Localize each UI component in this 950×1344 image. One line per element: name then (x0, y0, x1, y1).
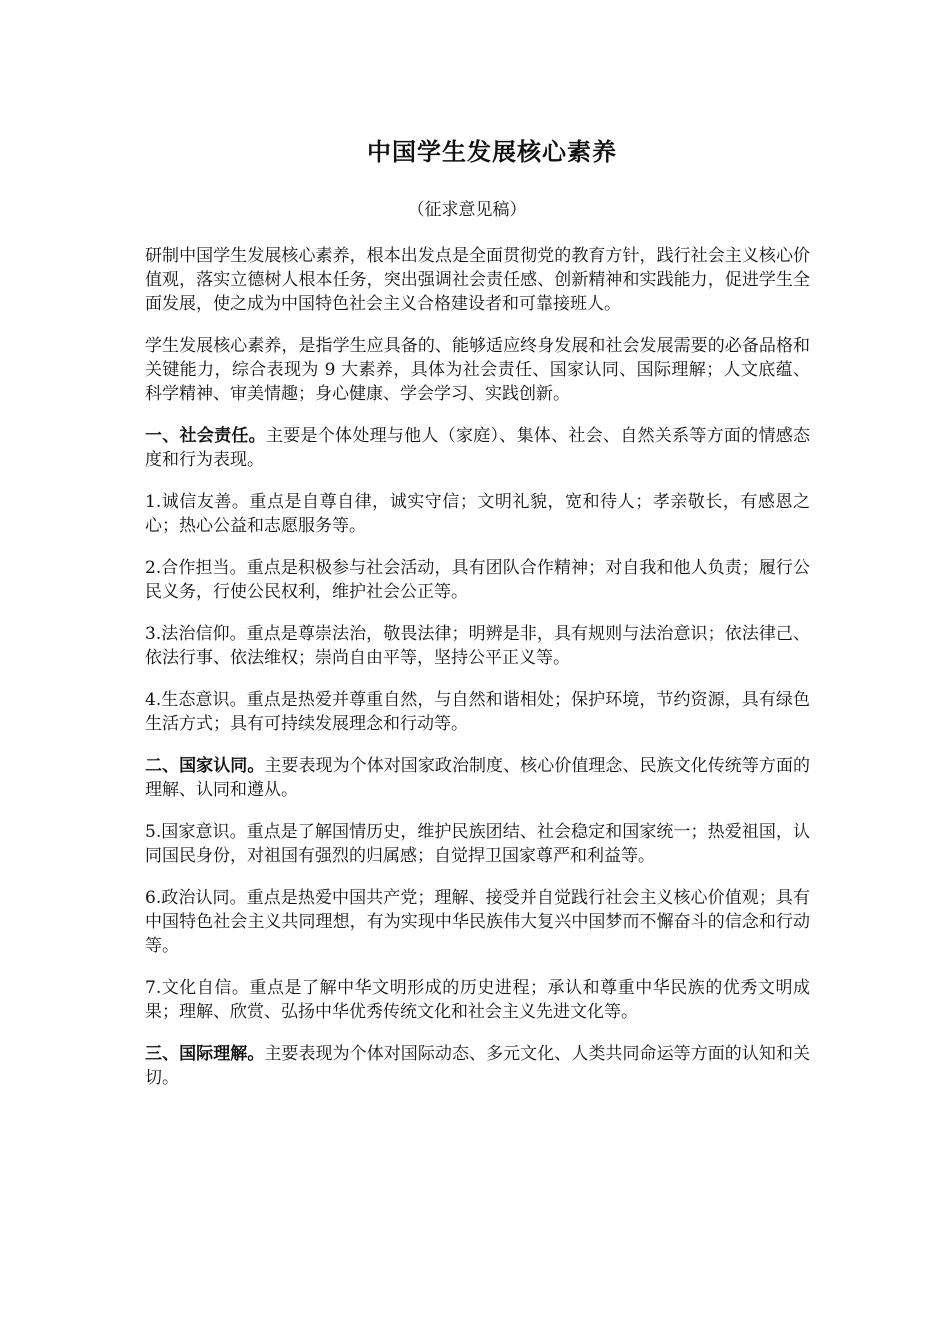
document-body (145, 244, 810, 1108)
section-paragraph (145, 424, 810, 472)
list-item: 1.诚信友善。重点是自尊自律，诚实守信；文明礼貌，宽和待人；孝亲敬长，有感恩之心；热心公益和志愿服务等。 (145, 492, 810, 536)
section-description: 主要是个体处理与他人（家庭）、集体、社会、自然关系等方面的情感态度和行为表现。 (145, 426, 811, 470)
section-heading: 二、国家认同。 (145, 756, 265, 776)
intro-paragraph: 研制中国学生发展核心素养，根本出发点是全面贯彻党的教育方针，践行社会主义核心价值观，落实立德树人根本任务，突出强调社会责任感、创新精神和实践能力，促进学生全面发展，使之成为中国特色社会主义合格建设者和可靠接班人。 (145, 246, 810, 314)
section-paragraph (145, 1042, 810, 1090)
section-heading: 一、社会责任。 (145, 426, 266, 446)
list-item: 7.文化自信。重点是了解中华文明形成的历史进程；承认和尊重中华民族的优秀文明成果；理解、欣赏、弘扬中华优秀传统文化和社会主义先进文化等。 (145, 978, 810, 1022)
intro-paragraph: 学生发展核心素养，是指学生应具备的、能够适应终身发展和社会发展需要的必备品格和关键能力，综合表现为 9 大素养，具体为社会责任、国家认同、国际理解；人文底蕴、科学精神、审美情趣；身心健康、学会学习、实践创新。 (145, 336, 810, 404)
list-item: 2.合作担当。重点是积极参与社会活动，具有团队合作精神；对自我和他人负责；履行公民义务，行使公民权利，维护社会公正等。 (145, 558, 810, 602)
document-title: 中国学生发展核心素养 (367, 137, 617, 166)
list-item: 5.国家意识。重点是了解国情历史，维护民族团结、社会稳定和国家统一；热爱祖国，认同国民身份，对祖国有强烈的归属感；自觉捍卫国家尊严和利益等。 (145, 822, 810, 866)
section-description: 主要表现为个体对国际动态、多元文化、人类共同命运等方面的认知和关切。 (145, 1044, 811, 1088)
section-paragraph (145, 754, 810, 802)
document-subtitle: （征求意见稿） (407, 200, 527, 220)
list-item: 4.生态意识。重点是热爱并尊重自然，与自然和谐相处；保护环境，节约资源，具有绿色生活方式；具有可持续发展理念和行动等。 (145, 690, 810, 734)
list-item: 3.法治信仰。重点是尊崇法治，敬畏法律；明辨是非，具有规则与法治意识；依法律己、依法行事、依法维权；崇尚自由平等，坚持公平正义等。 (145, 624, 810, 668)
section-heading: 三、国际理解。 (145, 1044, 265, 1064)
section-description: 主要表现为个体对国家政治制度、核心价值理念、民族文化传统等方面的理解、认同和遵从。 (145, 756, 811, 800)
list-item: 6.政治认同。重点是热爱中国共产党；理解、接受并自觉践行社会主义核心价值观；具有中国特色社会主义共同理想，有为实现中华民族伟大复兴中国梦而不懈奋斗的信念和行动等。 (145, 888, 810, 956)
